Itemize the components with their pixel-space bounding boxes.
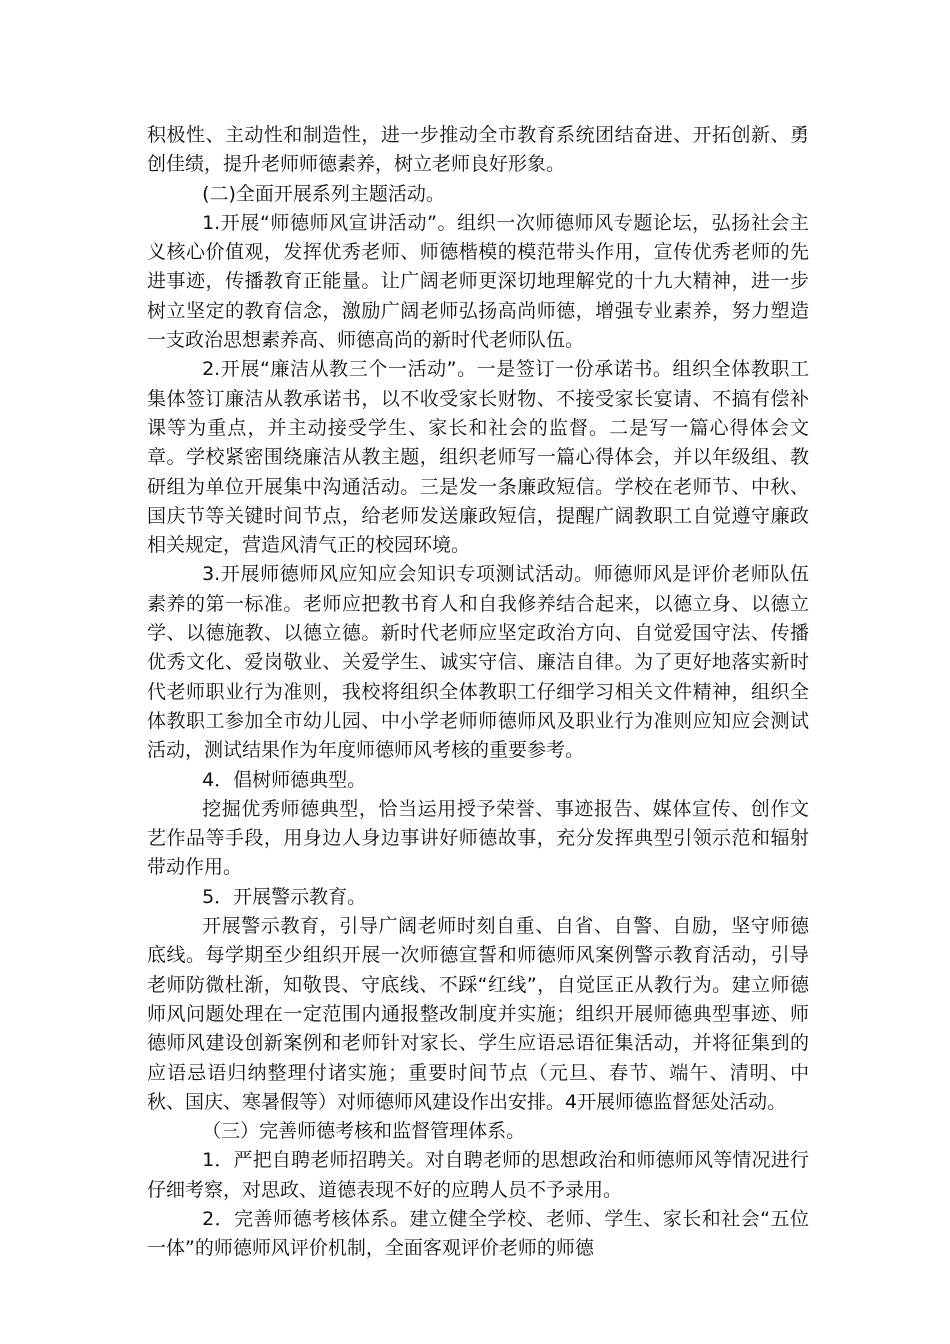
- paragraph-item-5-body: 开展警示教育，引导广阔老师时刻自重、自省、自警、自励，坚守师德底线。每学期至少组织开展一次师德宣誓和师德师风案例警示教育活动，引导老师防微杜渐，知敬畏、守底线、不踩“红线”，自觉匡正从教行为。建立师德师风问题处理在一定范围内通报整改制度并实施；组织开展师德典型事迹、师德师风建设创新案例和老师针对家长、学生应语忌语征集活动，并将征集到的应语忌语归纳整理付诸实施；重要时间节点（元旦、春节、端午、清明、中秋、国庆、寒暑假等）对师德师风建设作出安排。4开展师德监督惩处活动。: [147, 915, 809, 1113]
- paragraph-item-3: 3.开展师德师风应知应会知识专项测试活动。师德师风是评价老师队伍素养的第一标准。老师应把教书育人和自我修养结合起来，以德立身、以德立学、以德施教、以德立德。新时代老师应坚定政治方向、自觉爱国守法、传播优秀文化、爱岗敬业、关爱学生、诚实守信、廉洁自律。为了更好地落实新时代老师职业行为准则，我校将组织全体教职工仔细学习相关文件精神，组织全体教职工参加全市幼儿园、中小学老师师德师风及职业行为准则应知应会测试活动，测试结果作为年度师德师风考核的重要参考。: [147, 563, 809, 762]
- paragraph-section3-item-2: 2．完善师德考核体系。建立健全学校、老师、学生、家长和社会“五位一体”的师德师风评价机制，全面客观评价老师的师德: [147, 1207, 809, 1260]
- paragraph-continuation: 积极性、主动性和制造性，进一步推动全市教育系统团结奋进、开拓创新、勇创佳绩，提升老师师德素养，树立老师良好形象。: [147, 124, 809, 176]
- paragraph-item-4-body: 挖掘优秀师德典型，恰当运用授予荣誉、事迹报告、媒体宣传、创作文艺作品等手段，用身边人身边事讲好师德故事，充分发挥典型引领示范和辐射带动作用。: [147, 797, 809, 879]
- subheading-item-5: 5．开展警示教育。: [202, 885, 367, 908]
- paragraph-item-1: 1.开展“师德师风宣讲活动”。组织一次师德师风专题论坛，弘扬社会主义核心价值观，发挥优秀老师、师德楷模的模范带头作用，宣传优秀老师的先进事迹，传播教育正能量。让广阔老师更深切地理解党的十九大精神，进一步树立坚定的教育信念，激励广阔老师弘扬高尚师德，增强专业素养，努力塑造一支政治思想素养高、师德高尚的新时代老师队伍。: [147, 211, 809, 352]
- paragraph-item-2: 2.开展“廉洁从教三个一活动”。一是签订一份承诺书。组织全体教职工集体签订廉洁从教承诺书，以不收受家长财物、不接受家长宴请、不搞有偿补课等为重点，并主动接受学生、家长和社会的监督。二是写一篇心得体会文章。学校紧密围绕廉洁从教主题，组织老师写一篇心得体会，并以年级组、教研组为单位开展集中沟通活动。三是发一条廉政短信。学校在老师节、中秋、国庆节等关键时间节点，给老师发送廉政短信，提醒广阔教职工自觉遵守廉政相关规定，营造风清气正的校园环境。: [147, 358, 809, 557]
- section-heading-2: (二)全面开展系列主题活动。: [202, 182, 445, 205]
- document-body: [147, 121, 809, 1264]
- paragraph-section3-item-1: 1．严把自聘老师招聘关。对自聘老师的思想政治和师德师风等情况进行仔细考察，对思政、道德表现不好的应聘人员不予录用。: [147, 1149, 809, 1201]
- section-heading-3: （三）完善师德考核和监督管理体系。: [202, 1120, 526, 1143]
- subheading-item-4: 4．倡树师德典型。: [202, 768, 367, 791]
